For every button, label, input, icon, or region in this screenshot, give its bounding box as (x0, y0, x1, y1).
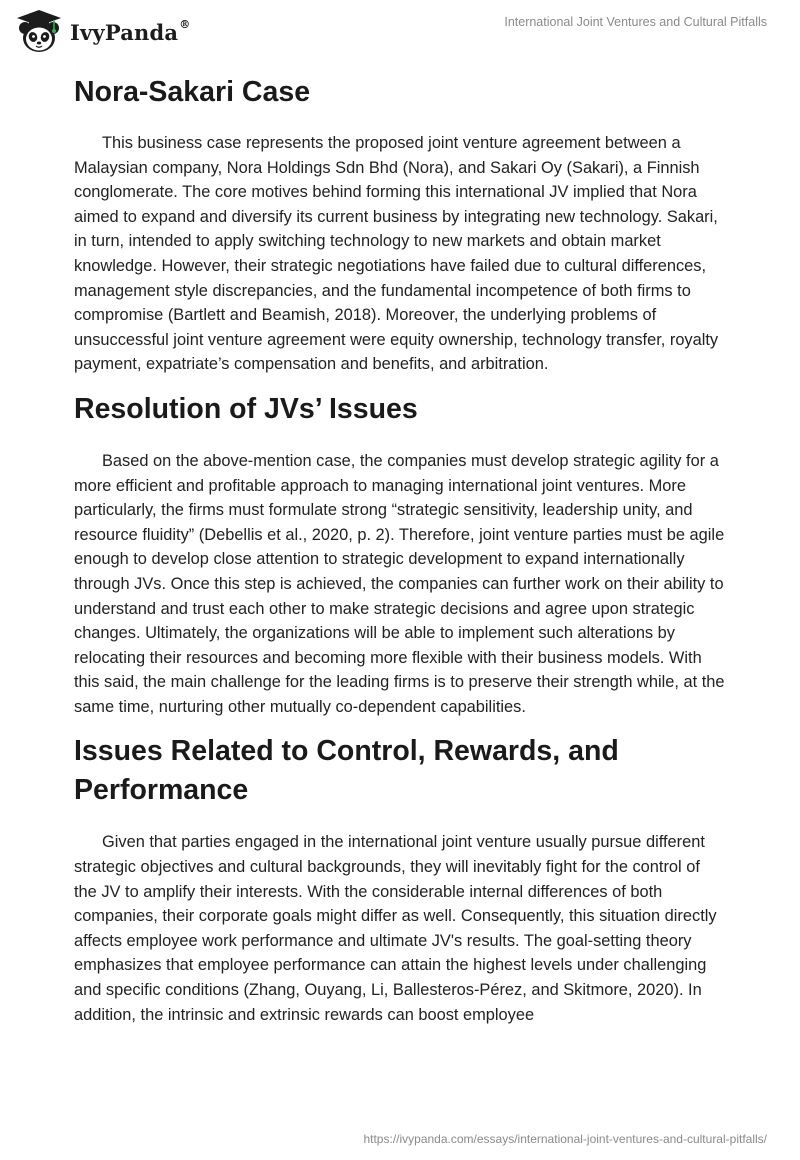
ivypanda-logo[interactable] (14, 8, 190, 56)
section-paragraph-control-rewards: Given that parties engaged in the international joint venture usually pursue different strategic objectives and cultural backgrounds, they will inevitably fight for the control of the JV to amplify their interests. With the considerable internal differences of both companies, their corporate goals might differ as well. Consequently, this situation directly affects employee work performance and ultimate JV's results. The goal-setting theory emphasizes that employee performance can attain the highest levels under challenging and specific conditions (Zhang, Ouyang, Li, Ballesteros-Pérez, and Skitmore, 2020). In addition, the intrinsic and extrinsic rewards can boost employee (74, 833, 717, 1024)
brand-name: IvyPanda® (70, 17, 191, 45)
panda-graduate-icon (14, 8, 64, 56)
section-paragraph-nora-sakari: This business case represents the proposed joint venture agreement between a Malaysian company, Nora Holdings Sdn Bhd (Nora), and Sakari Oy (Sakari), a Finnish conglomerate. The core motives behind forming this international JV implied that Nora aimed to expand and diversify its current business by integrating new technology. Sakari, in turn, intended to apply switching technology to new markets and obtain market knowledge. However, their strategic negotiations have failed due to cultural differences, management style discrepancies, and the fundamental incompetence of both firms to compromise (Bartlett and Beamish, 2018). Moreover, the underlying problems of unsuccessful joint venture agreement were equity ownership, technology transfer, royalty payment, expatriate’s compensation and benefits, and arbitration. (74, 134, 719, 374)
document-title: International Joint Ventures and Cultural Pitfalls (504, 15, 767, 29)
page-header (0, 0, 800, 64)
section-paragraph-resolution: Based on the above-mention case, the companies must develop strategic agility for a more efficient and profitable approach to managing international joint ventures. More particularly, the firms must formulate strong “strategic sensitivity, leadership unity, and resource fluidity” (Debellis et al., 2020, p. 2). Therefore, joint venture parties must be agile enough to develop close attention to strategic development to expand internationally through JVs. Once this step is achieved, the companies can further work on their ability to understand and trust each other to make strategic decisions and agree upon strategic changes. Ultimately, the organizations will be able to implement such alterations by relocating their resources and becoming more flexible with their business models. With this said, the main challenge for the leading firms is to preserve their strength while, at the same time, nurturing other mutually co-dependent capabilities. (74, 451, 725, 716)
source-url[interactable]: https://ivypanda.com/essays/international-joint-ventures-and-cultural-pitfalls/ (363, 1132, 767, 1146)
section-heading-resolution: Resolution of JVs’ Issues (74, 392, 418, 425)
section-heading-control-rewards: Issues Related to Control, Rewards, and Performance (74, 735, 619, 807)
essay-content (74, 70, 726, 1027)
section-heading-nora-sakari: Nora-Sakari Case (74, 76, 311, 108)
